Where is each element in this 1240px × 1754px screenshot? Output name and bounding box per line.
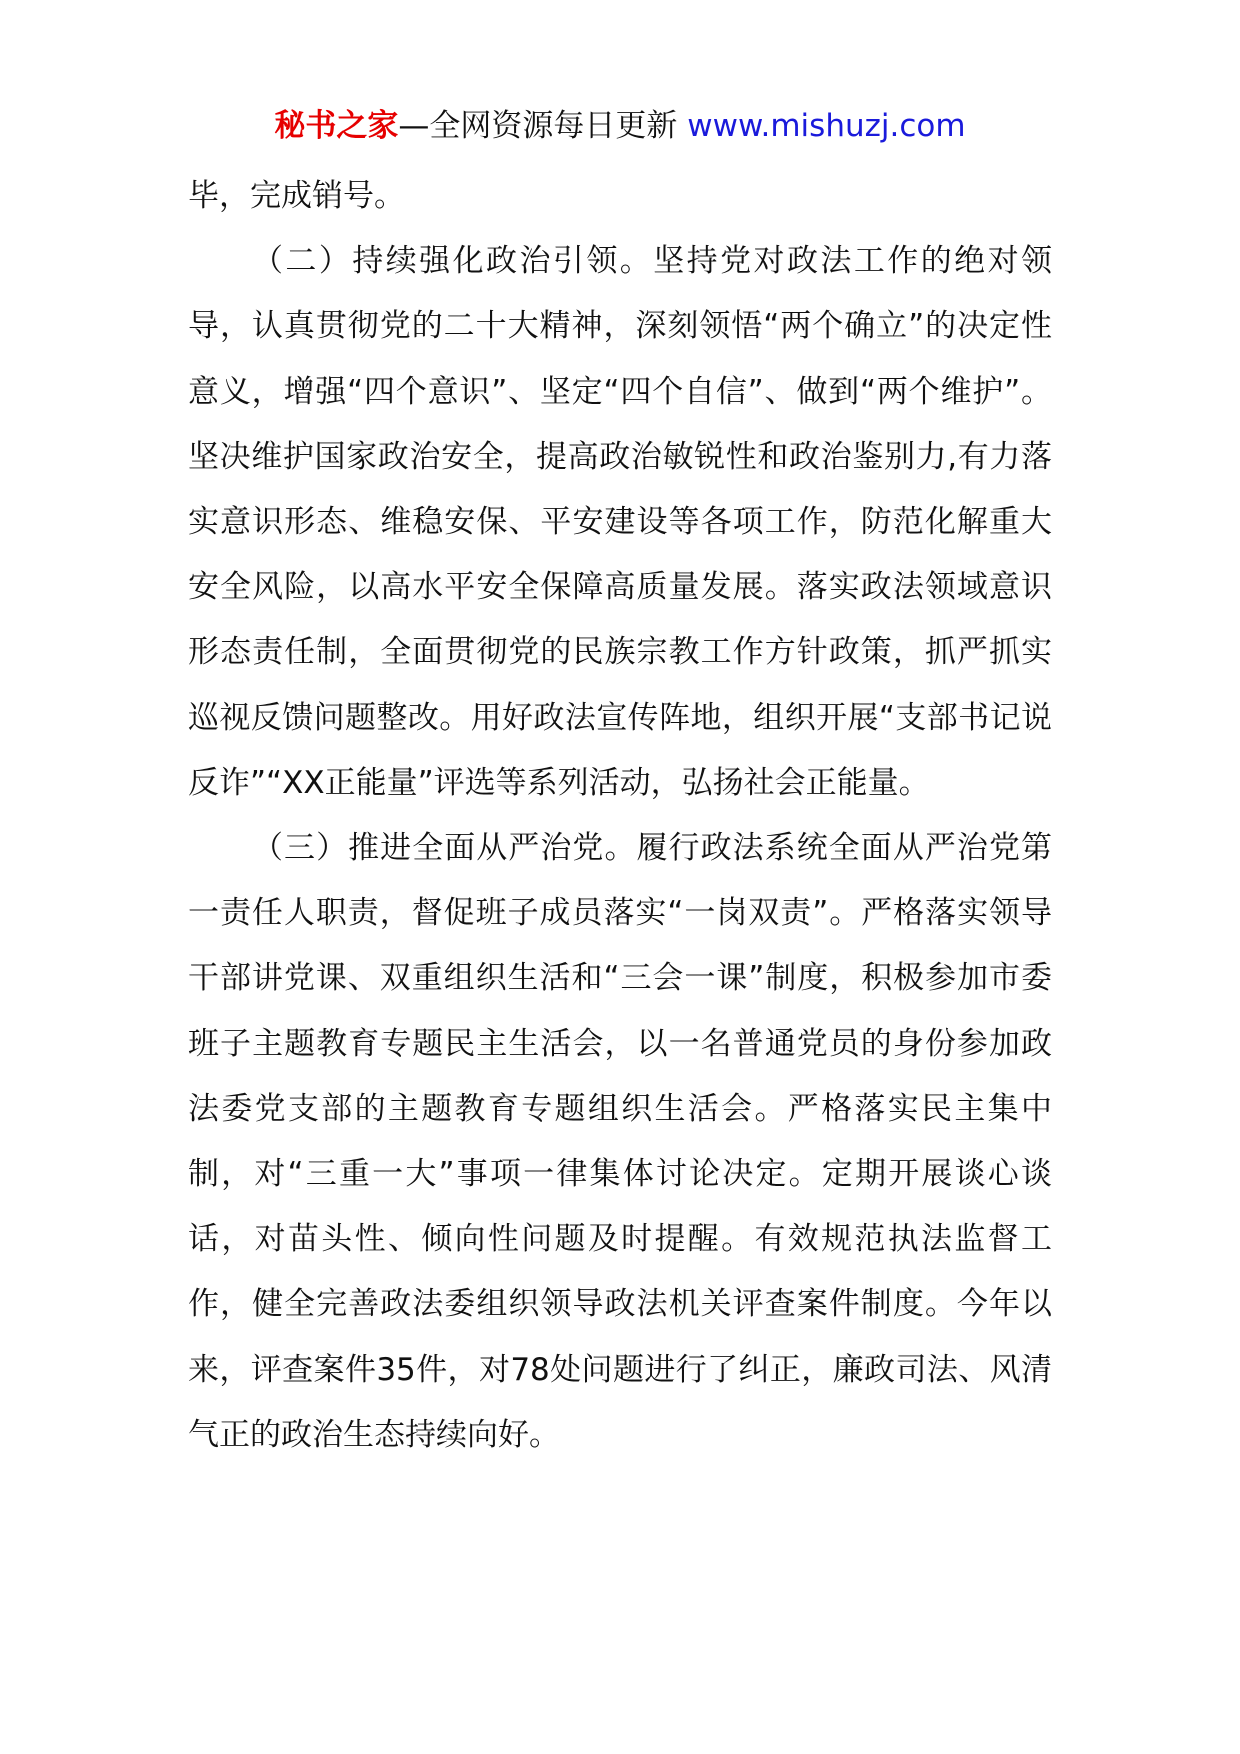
paragraph-continuation: 毕，完成销号。	[188, 178, 405, 214]
website-link[interactable]: www.mishuzj.com	[687, 108, 966, 144]
page-header	[0, 104, 1240, 148]
brand-name: 秘书之家	[274, 108, 399, 144]
document-body	[188, 164, 1052, 1468]
paragraph-political-guidance: （二）持续强化政治引领。坚持党对政法工作的绝对领导，认真贯彻党的二十大精神，深刻领悟“两个确立”的决定性意义，增强“四个意识”、坚定“四个自信”、做到“两个维护”。坚决维护国家政治安全，提高政治敏锐性和政治鉴别力,有力落实意识形态、维稳安保、平安建设等各项工作，防范化解重大安全风险，以高水平安全保障高质量发展。落实政法领域意识形态责任制，全面贯彻党的民族宗教工作方针政策，抓严抓实巡视反馈问题整改。用好政法宣传阵地，组织开展“支部书记说反诈”“XX正能量”评选等系列活动，弘扬社会正能量。	[188, 243, 1052, 801]
paragraph-party-governance: （三）推进全面从严治党。履行政法系统全面从严治党第一责任人职责，督促班子成员落实“一岗双责”。严格落实领导干部讲党课、双重组织生活和“三会一课”制度，积极参加市委班子主题教育专题民主生活会，以一名普通党员的身份参加政法委党支部的主题教育专题组织生活会。严格落实民主集中制，对“三重一大”事项一律集体讨论决定。定期开展谈心谈话，对苗头性、倾向性问题及时提醒。有效规范执法监督工作，健全完善政法委组织领导政法机关评查案件制度。今年以来，评查案件35件，对78处问题进行了纠正，廉政司法、风清气正的政治生态持续向好。	[188, 830, 1052, 1453]
header-tagline: —全网资源每日更新	[398, 108, 688, 144]
